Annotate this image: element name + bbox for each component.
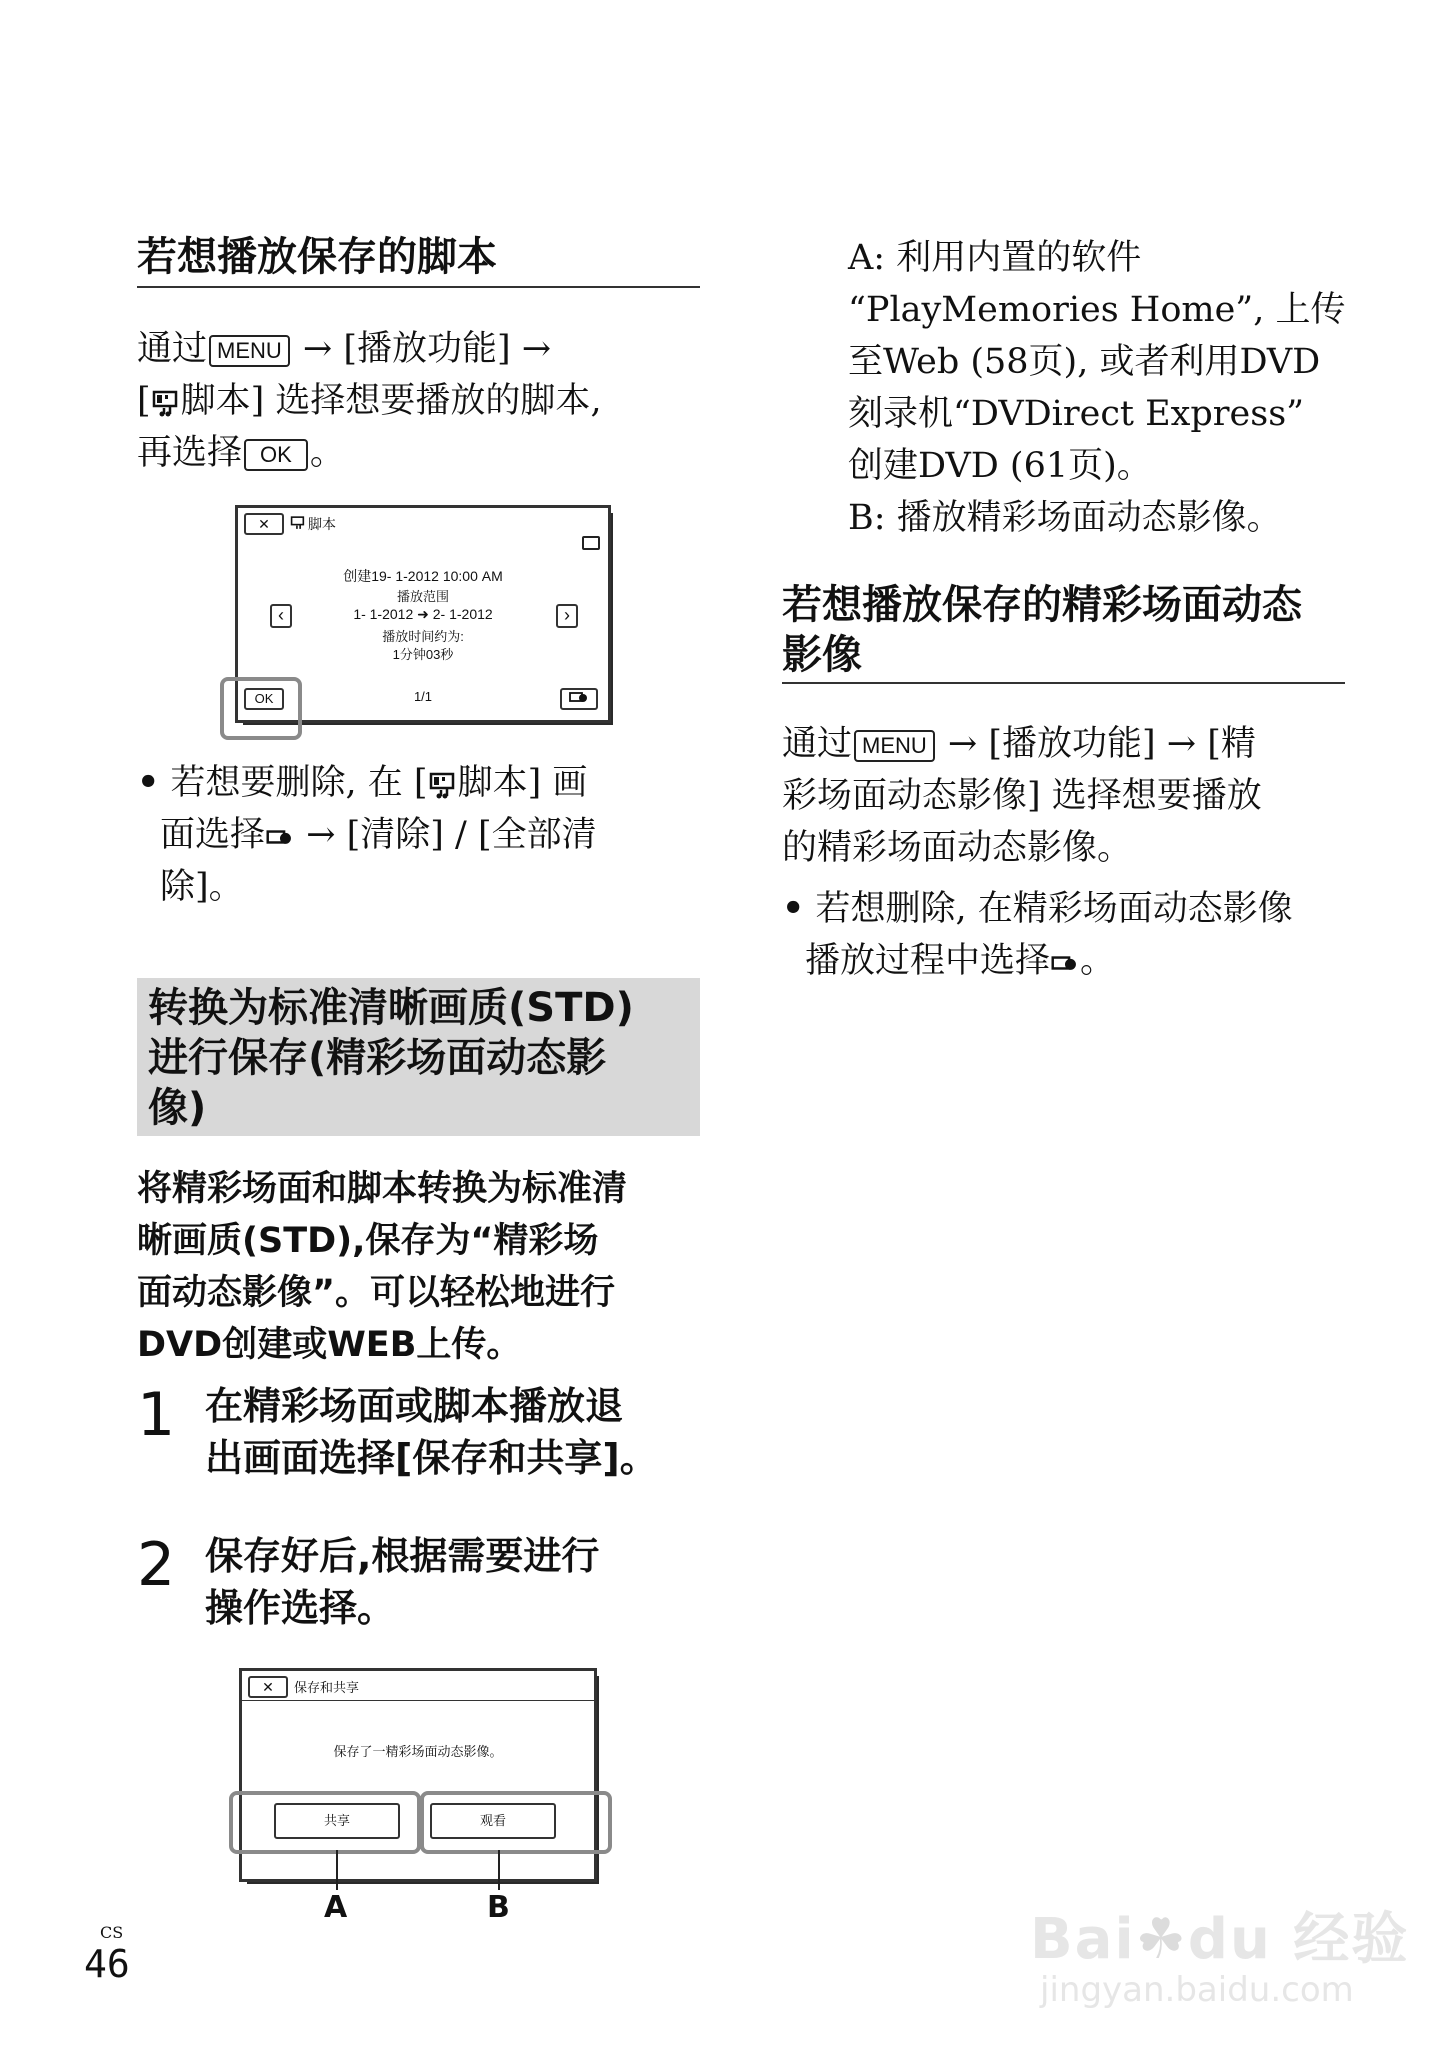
screen-title: 保存和共享 xyxy=(294,1680,360,1695)
text: 。 xyxy=(1080,941,1116,981)
share-highlight xyxy=(229,1791,421,1854)
highlight-bullet-line-2 xyxy=(805,935,1115,987)
highlight-bullet-line-1: • 若想删除, 在精彩场面动态影像 xyxy=(782,888,1293,929)
text: → [清除] / [全部清 xyxy=(295,815,597,855)
instruction-line-2 xyxy=(137,375,602,427)
text: 脚本] 选择想要播放的脚本, xyxy=(180,381,602,421)
text: 播放过程中选择 xyxy=(805,941,1051,981)
page-indicator: 1/1 xyxy=(413,689,433,704)
step-1-line-2: 出画面选择[保存和共享]。 xyxy=(205,1436,658,1480)
close-button[interactable]: ✕ xyxy=(248,1676,288,1698)
bullet-delete-line-2 xyxy=(160,809,597,861)
ok-button[interactable]: OK xyxy=(244,688,284,710)
page-number: 46 xyxy=(84,1942,130,1986)
section-title-play-highlight-l2: 影像 xyxy=(782,632,862,678)
script-icon xyxy=(428,770,458,800)
std-paragraph-4: DVD创建或WEB上传。 xyxy=(137,1325,522,1365)
duration-value: 1分钟03秒 xyxy=(392,647,454,662)
section-title-play-script: 若想播放保存的脚本 xyxy=(137,234,497,280)
highlight-instruction-line-2: 彩场面动态影像] 选择想要播放 xyxy=(782,776,1262,816)
callout-line-b xyxy=(498,1850,500,1890)
range-value: 1- 1-2012 ➜ 2- 1-2012 xyxy=(353,606,493,622)
ok-key: OK xyxy=(244,439,308,471)
section-title-std-l3: 像) xyxy=(148,1085,207,1131)
memory-icon xyxy=(582,536,600,550)
step-2-number: 2 xyxy=(137,1530,176,1600)
view-highlight xyxy=(420,1791,612,1854)
option-a-line-5: 创建DVD (61页)。 xyxy=(848,446,1152,486)
baidu-watermark-url: jingyan.baidu.com xyxy=(1040,1970,1354,2010)
text: 面选择 xyxy=(160,815,266,855)
text: 。 xyxy=(309,433,345,473)
delete-button[interactable] xyxy=(560,688,598,710)
std-paragraph-1: 将精彩场面和脚本转换为标准清 xyxy=(137,1169,628,1209)
option-a-line-2: “PlayMemories Home”, 上传 xyxy=(848,290,1346,330)
close-button[interactable]: ✕ xyxy=(244,513,284,535)
highlight-instruction-line-1 xyxy=(782,718,1256,770)
std-paragraph-3: 面动态影像”。可以轻松地进行 xyxy=(137,1273,616,1313)
next-button[interactable]: › xyxy=(556,604,578,628)
text: → [播放功能] → xyxy=(291,329,552,369)
section-title-std-l1: 转换为标准清晰画质(STD) xyxy=(148,985,634,1031)
text: 通过 xyxy=(137,329,208,369)
step-2-line-1: 保存好后,根据需要进行 xyxy=(205,1534,600,1578)
text: 若想删除, 在精彩场面动态影像 xyxy=(815,889,1293,929)
option-a-line-4: 刻录机“DVDirect Express” xyxy=(848,394,1305,434)
option-a-line-3: 至Web (58页), 或者利用DVD xyxy=(848,342,1321,382)
view-button[interactable]: 观看 xyxy=(430,1803,556,1839)
save-message: 保存了一精彩场面动态影像。 xyxy=(333,1744,503,1759)
baidu-watermark-logo: Bai☘du 经验 xyxy=(1030,1907,1410,1972)
text: [ xyxy=(137,381,151,421)
section-title-play-highlight-l1: 若想播放保存的精彩场面动态 xyxy=(782,582,1302,628)
text: → [播放功能] → [精 xyxy=(936,724,1256,764)
ok-highlight xyxy=(220,677,302,740)
prev-button[interactable]: ‹ xyxy=(270,604,292,628)
instruction-line-3 xyxy=(137,427,345,479)
step-2-line-2: 操作选择。 xyxy=(205,1586,396,1630)
text: 若想要删除, 在 [ xyxy=(170,763,428,803)
title-divider xyxy=(242,1700,594,1701)
option-a-line-1: A: 利用内置的软件 xyxy=(848,238,1142,278)
duration-label: 播放时间约为: xyxy=(382,629,464,644)
callout-line-a xyxy=(336,1850,338,1890)
text: 再选择 xyxy=(137,433,243,473)
highlight-instruction-line-3: 的精彩场面动态影像。 xyxy=(782,828,1133,868)
delete-icon xyxy=(265,826,295,848)
step-1-number: 1 xyxy=(137,1380,176,1450)
instruction-line-1 xyxy=(137,323,551,375)
callout-label-a: A xyxy=(324,1890,348,1925)
menu-key: MENU xyxy=(209,335,290,367)
text: 脚本] 画 xyxy=(457,763,588,803)
callout-label-b: B xyxy=(487,1890,510,1925)
script-icon xyxy=(290,515,306,531)
bullet-delete-line-1: • 若想要删除, 在 [ 脚本] 画 xyxy=(137,762,588,803)
menu-key: MENU xyxy=(854,730,935,762)
script-icon xyxy=(151,388,181,418)
option-b-line-1: B: 播放精彩场面动态影像。 xyxy=(848,498,1282,538)
section-rule xyxy=(782,682,1345,684)
step-1-line-1: 在精彩场面或脚本播放退 xyxy=(205,1384,624,1428)
share-button[interactable]: 共享 xyxy=(274,1803,400,1839)
created-date: 创建19- 1-2012 10:00 AM xyxy=(343,568,503,584)
section-title-std-l2: 进行保存(精彩场面动态影 xyxy=(148,1035,607,1081)
delete-icon xyxy=(1050,952,1080,974)
std-paragraph-2: 晰画质(STD),保存为“精彩场 xyxy=(137,1221,599,1261)
screen-title: 脚本 xyxy=(308,516,336,532)
text: 通过 xyxy=(782,724,853,764)
range-label: 播放范围 xyxy=(396,589,449,604)
bullet-delete-line-3: 除]。 xyxy=(160,867,244,907)
language-code: CS xyxy=(100,1923,124,1942)
section-rule xyxy=(137,286,700,288)
delete-icon xyxy=(568,690,590,704)
